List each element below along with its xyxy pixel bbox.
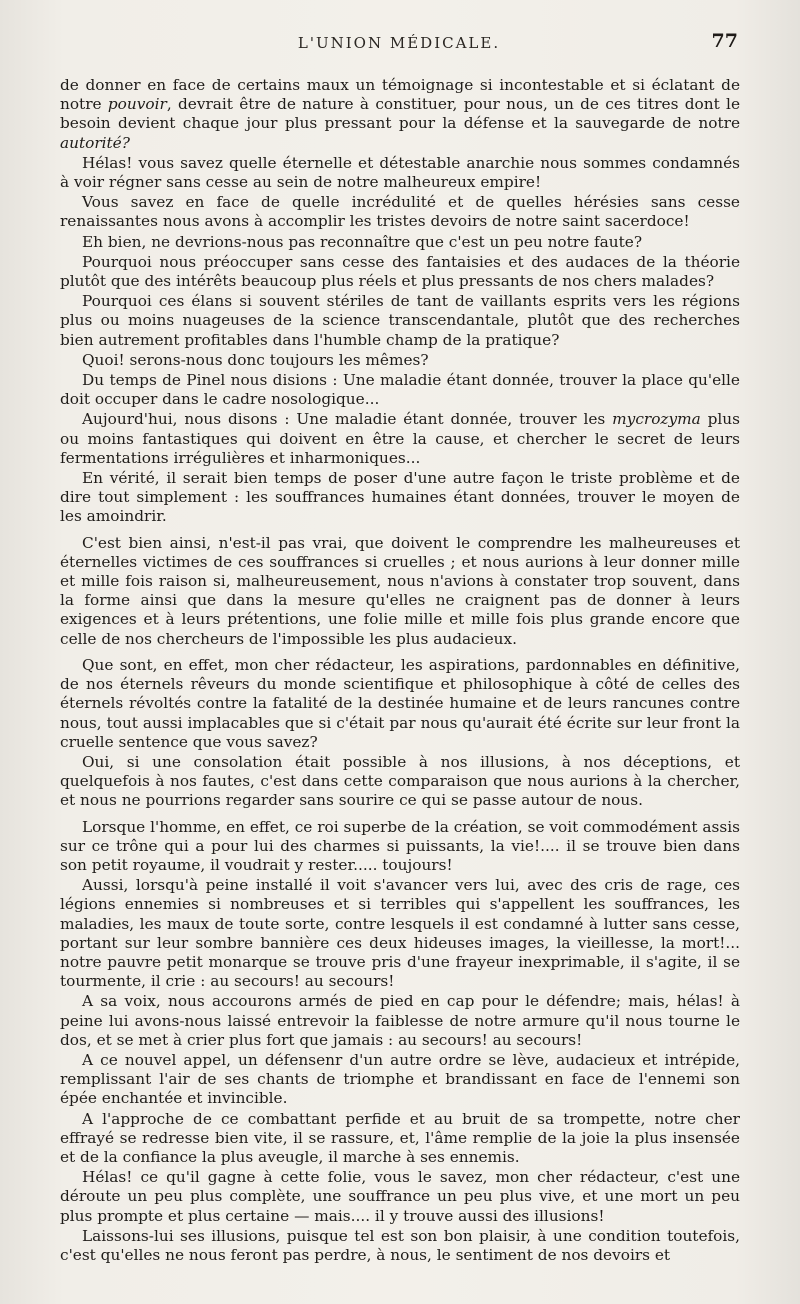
- italic-text: pouvoir: [107, 95, 167, 114]
- paragraph-p20: [60, 1227, 740, 1265]
- text-run: Que sont, en effet, mon cher rédacteur, les aspirations, pardonnables en définitive, de nos éternels rêveurs du monde scientifique et philosophique à côté de celles des éternels révoltés contre la fatalité de la destinée humaine et de leurs rancunes contre nous, tout aussi implacables que si c'était par nous qu'aurait été écrite sur leur front la cruelle sentence que vous savez?: [60, 655, 740, 751]
- paragraph-p12: [60, 656, 740, 752]
- text-run: Aujourd'hui, nous disons : Une maladie étant donnée, trouver les: [82, 410, 613, 429]
- text-run: Du temps de Pinel nous disions : Une maladie étant donnée, trouver la place qu'elle doit occuper dans le cadre nosologique...: [60, 371, 740, 409]
- text-run: A sa voix, nous accourons armés de pied en cap pour le défendre; mais, hélas! à peine lui avons-nous laissé entrevoir la faiblesse de notre armure qu'il nous tourne le dos, et se met à crier plus fort que jamais : au secours! au secours!: [60, 992, 740, 1049]
- paragraph-p15: [60, 876, 740, 991]
- paragraph-p16: [60, 992, 740, 1050]
- paragraph-p1: [60, 76, 740, 153]
- text-run: Quoi! serons-nous donc toujours les mêmes?: [82, 350, 429, 369]
- text-run: Eh bien, ne devrions-nous pas reconnaître que c'est un peu notre faute?: [82, 232, 643, 251]
- paragraph-p6: [60, 292, 740, 350]
- paragraph-p18: [60, 1110, 740, 1168]
- paragraph-p5: [60, 253, 740, 291]
- text-run: C'est bien ainsi, n'est-il pas vrai, que doivent le comprendre les malheureuses et éternelles victimes de ces souffrances si cruelles ; et nous aurions à leur donner mille et mille fois raison si, malheureusement, nous n'avions à constater trop souvent, dans la forme ainsi que dans la mesure qu'elles ne craignent pas de donner à leurs exigences et à leurs prétentions, une folie mille et mille fois plus grande encore que celle de nos chercheurs de l'impossible les plus audacieux.: [60, 533, 740, 648]
- page-header: [60, 30, 738, 60]
- paragraph-p2: [60, 154, 740, 192]
- page-number: 77: [711, 30, 738, 52]
- text-run: Aussi, lorsqu'à peine installé il voit s'avancer vers lui, avec des cris de rage, ces légions ennemies si nombreuses et si terribles qui s'appellent les souffrances, les maladies, les maux de toute sorte, contre lesquels il est condamné à lutter sans cesse, portant sur leur sombre bannière ces deux hideuses images, la vieillesse, la mort!... notre pauvre petit monarque se trouve pris d'une frayeur inexprimable, il s'agite, il se tourmente, il crie : au secours! au secours!: [60, 876, 740, 991]
- text-run: Pourquoi ces élans si souvent stériles de tant de vaillants esprits vers les régions plus ou moins nuageuses de la science transcendantale, plutôt que des recherches bien autrement profitables dans l'humble champ de la pratique?: [60, 292, 740, 349]
- text-run: plus ou moins fantastiques qui doivent en être la cause, et chercher le secret de leurs fermentations irrégulières et inharmoniques...: [60, 410, 741, 467]
- paragraph-p7: [60, 351, 740, 370]
- running-title: L'UNION MÉDICALE.: [297, 34, 501, 52]
- paragraph-p19: [60, 1168, 740, 1226]
- paragraph-p10: [60, 469, 740, 527]
- paragraph-p11: [60, 534, 740, 649]
- text-run: Lorsque l'homme, en effet, ce roi superbe de la création, se voit commodément assis sur ce trône qui a pour lui des charmes si puissants, la vie!.... il se trouve bien dans son petit royaume, il voudrait y rester..... toujours!: [60, 817, 740, 874]
- text-run: , devrait être de nature à constituer, pour nous, un de ces titres dont le besoin devient chaque jour plus pressant pour la défense et la sauvegarde de notre: [60, 95, 741, 133]
- paragraph-p8: [60, 371, 740, 409]
- text-run: Oui, si une consolation était possible à nos illusions, à nos déceptions, et quelquefois à nos fautes, c'est dans cette comparaison que nous aurions à la chercher, et nous ne pourrions regarder sans sourire ce qui se passe autour de nous.: [60, 752, 740, 810]
- text-run: Pourquoi nous préoccuper sans cesse des fantaisies et des audaces de la théorie plutôt que des intérêts beaucoup plus réels et plus pressants de nos chers malades?: [60, 252, 740, 291]
- text-run: Laissons-lui ses illusions, puisque tel est son bon plaisir, à une condition toutefois, c'est qu'elles ne nous feront pas perdre, à nous, le sentiment de nos devoirs et: [60, 1226, 740, 1264]
- text-run: de donner en face de certains maux un témoignage si incontestable et si éclatant de notre: [60, 76, 740, 114]
- italic-text: autorité?: [60, 133, 130, 152]
- text-run: En vérité, il serait bien temps de poser d'une autre façon le triste problème et de dire tout simplement : les souffrances humaines étant données, trouver le moyen de les amoindrir.: [60, 469, 740, 526]
- text-run: Hélas! vous savez quelle éternelle et détestable anarchie nous sommes condamnés à voir régner sans cesse au sein de notre malheureux empire!: [60, 153, 740, 192]
- text-run: A ce nouvel appel, un défensenr d'un autre ordre se lève, audacieux et intrépide, remplissant l'air de ses chants de triomphe et brandissant en face de l'ennemi son épée enchantée et invincible.: [60, 1050, 740, 1108]
- paragraph-p9: [60, 410, 740, 468]
- text-run: Vous savez en face de quelle incrédulité et de quelles hérésies sans cesse renaissantes nous avons à accomplir les tristes devoirs de notre saint sacerdoce!: [60, 193, 740, 231]
- paragraph-p14: [60, 818, 740, 876]
- body-text: [60, 76, 740, 1265]
- text-run: Hélas! ce qu'il gagne à cette folie, vous le savez, mon cher rédacteur, c'est une déroute un peu plus complète, une souffrance un peu plus vive, et une mort un peu plus prompte et plus certaine — mais.... il y trouve aussi des illusions!: [60, 1168, 740, 1225]
- paragraph-p4: [60, 233, 740, 252]
- text-run: A l'approche de ce combattant perfide et au bruit de sa trompette, notre cher effrayé se redresse bien vite, il se rassure, et, l'âme remplie de la joie la plus insensée et de la confiance la plus aveugle, il marche à ses ennemis.: [60, 1109, 740, 1166]
- paragraph-p3: [60, 193, 740, 231]
- paragraph-p13: [60, 753, 740, 811]
- italic-text: mycrozyma: [612, 410, 701, 429]
- paragraph-p17: [60, 1051, 740, 1109]
